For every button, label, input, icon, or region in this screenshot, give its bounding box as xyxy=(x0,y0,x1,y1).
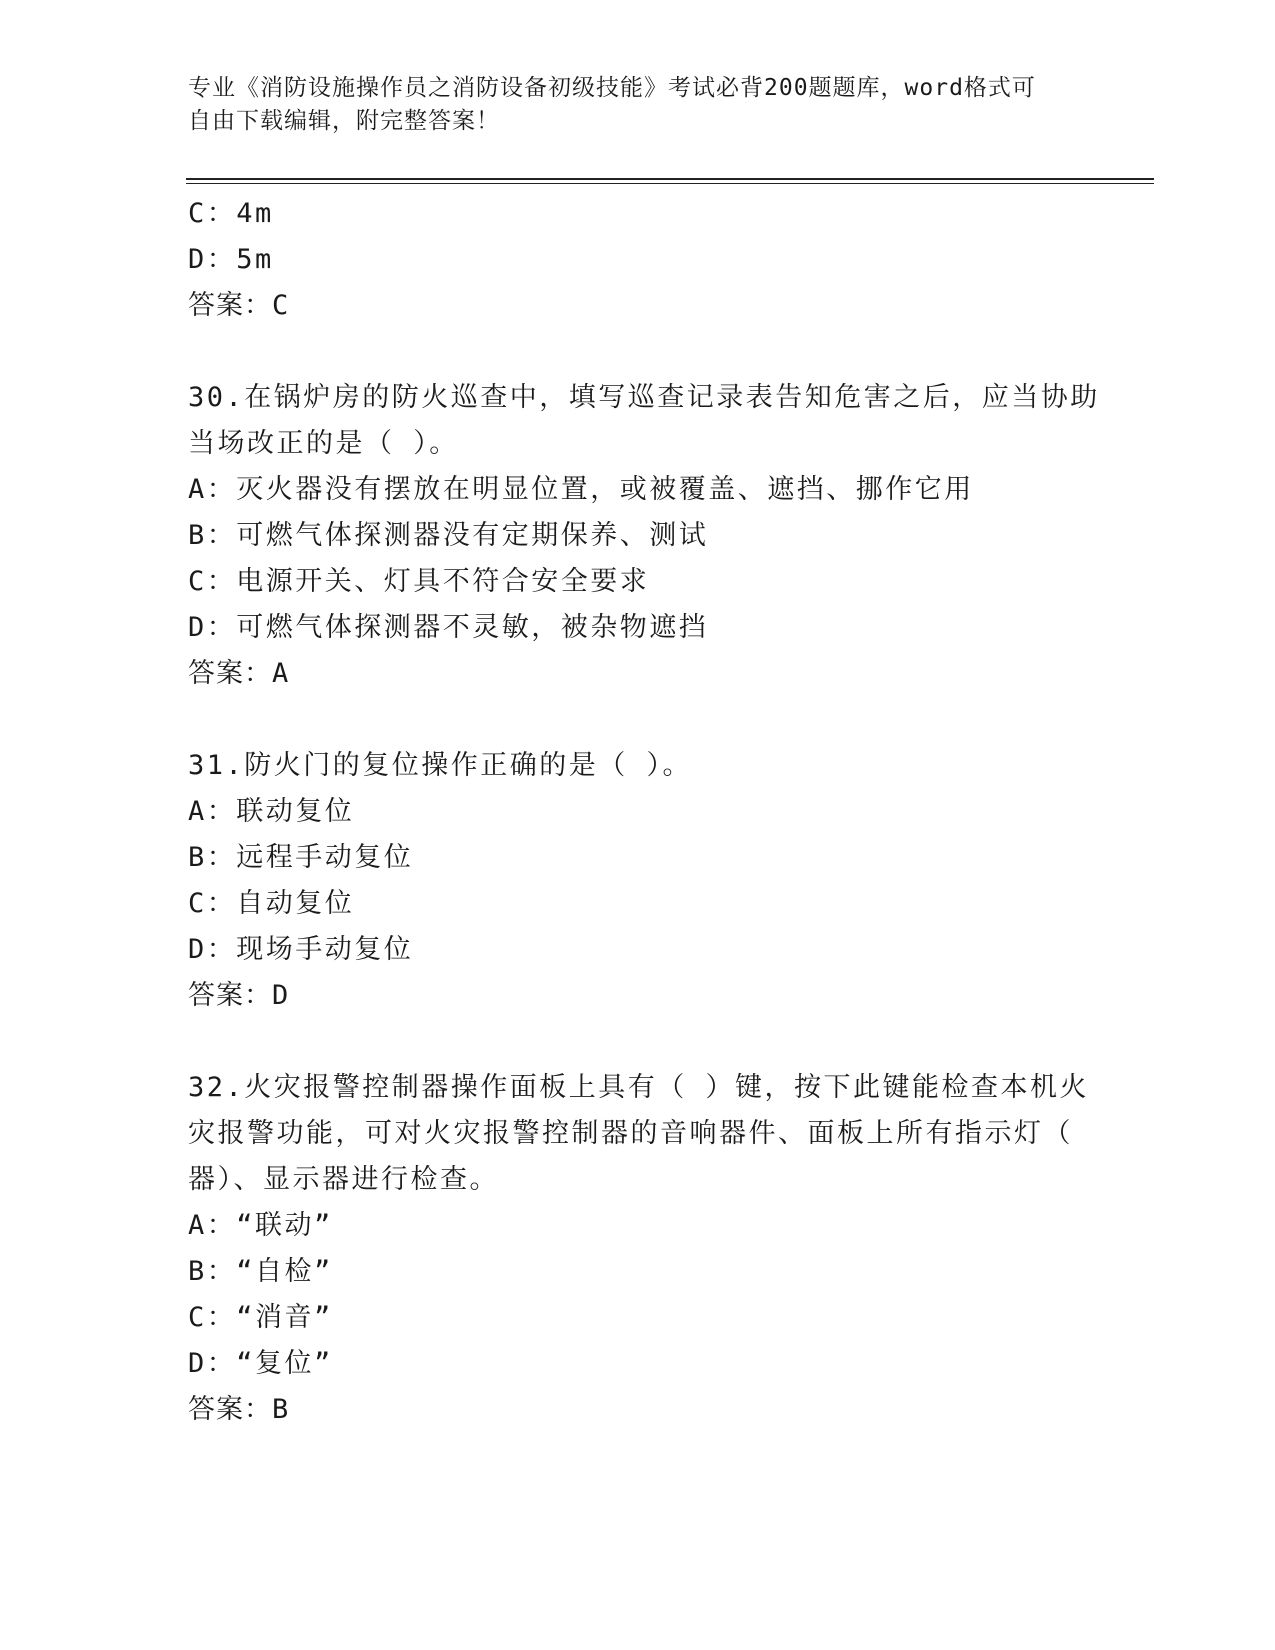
answer-line: 答案：C xyxy=(188,290,290,321)
option-a: A：联动复位 xyxy=(188,796,355,827)
option-b: B：可燃气体探测器没有定期保养、测试 xyxy=(188,520,709,551)
option-b: B：“自检” xyxy=(188,1256,333,1287)
option-c: C：自动复位 xyxy=(188,888,355,919)
option-c: C：电源开关、灯具不符合安全要求 xyxy=(188,566,650,597)
option-d: D：可燃气体探测器不灵敏，被杂物遮挡 xyxy=(188,612,709,643)
option-d: D：现场手动复位 xyxy=(188,934,414,965)
spacer xyxy=(188,1019,1128,1065)
answer-line: 答案：A xyxy=(188,658,290,689)
option-c: C：“消音” xyxy=(188,1302,333,1333)
header-divider-thin xyxy=(186,183,1154,184)
option-c: C：4m xyxy=(188,198,274,229)
option-d: D：5m xyxy=(188,244,274,275)
question-stem: 器）、显示器进行检查。 xyxy=(188,1164,499,1195)
question-stem: 30.在锅炉房的防火巡查中，填写巡查记录表告知危害之后，应当协助 xyxy=(188,382,1100,413)
question-stem: 当场改正的是（ ）。 xyxy=(188,428,459,459)
question-32 xyxy=(188,1065,1128,1433)
spacer xyxy=(188,329,1128,375)
header-line-1: 专业《消防设施操作员之消防设备初级技能》考试必背200题题库，word格式可 xyxy=(188,75,1036,101)
question-stem: 31.防火门的复位操作正确的是（ ）。 xyxy=(188,750,693,781)
option-d: D：“复位” xyxy=(188,1348,333,1379)
question-30 xyxy=(188,375,1128,697)
spacer xyxy=(188,697,1128,743)
question-stem: 32.火灾报警控制器操作面板上具有（ ）键，按下此键能检查本机火 xyxy=(188,1072,1090,1103)
document-body xyxy=(188,191,1128,1433)
header-divider xyxy=(186,178,1154,180)
question-stem: 灾报警功能，可对火灾报警控制器的音响器件、面板上所有指示灯（ xyxy=(188,1118,1073,1149)
question-31 xyxy=(188,743,1128,1019)
option-b: B：远程手动复位 xyxy=(188,842,414,873)
answer-line: 答案：B xyxy=(188,1394,290,1425)
option-a: A：“联动” xyxy=(188,1210,333,1241)
answer-line: 答案：D xyxy=(188,980,290,1011)
option-a: A：灭火器没有摆放在明显位置，或被覆盖、遮挡、挪作它用 xyxy=(188,474,974,505)
document-header xyxy=(188,72,1088,138)
header-line-2: 自由下载编辑，附完整答案！ xyxy=(188,108,500,134)
